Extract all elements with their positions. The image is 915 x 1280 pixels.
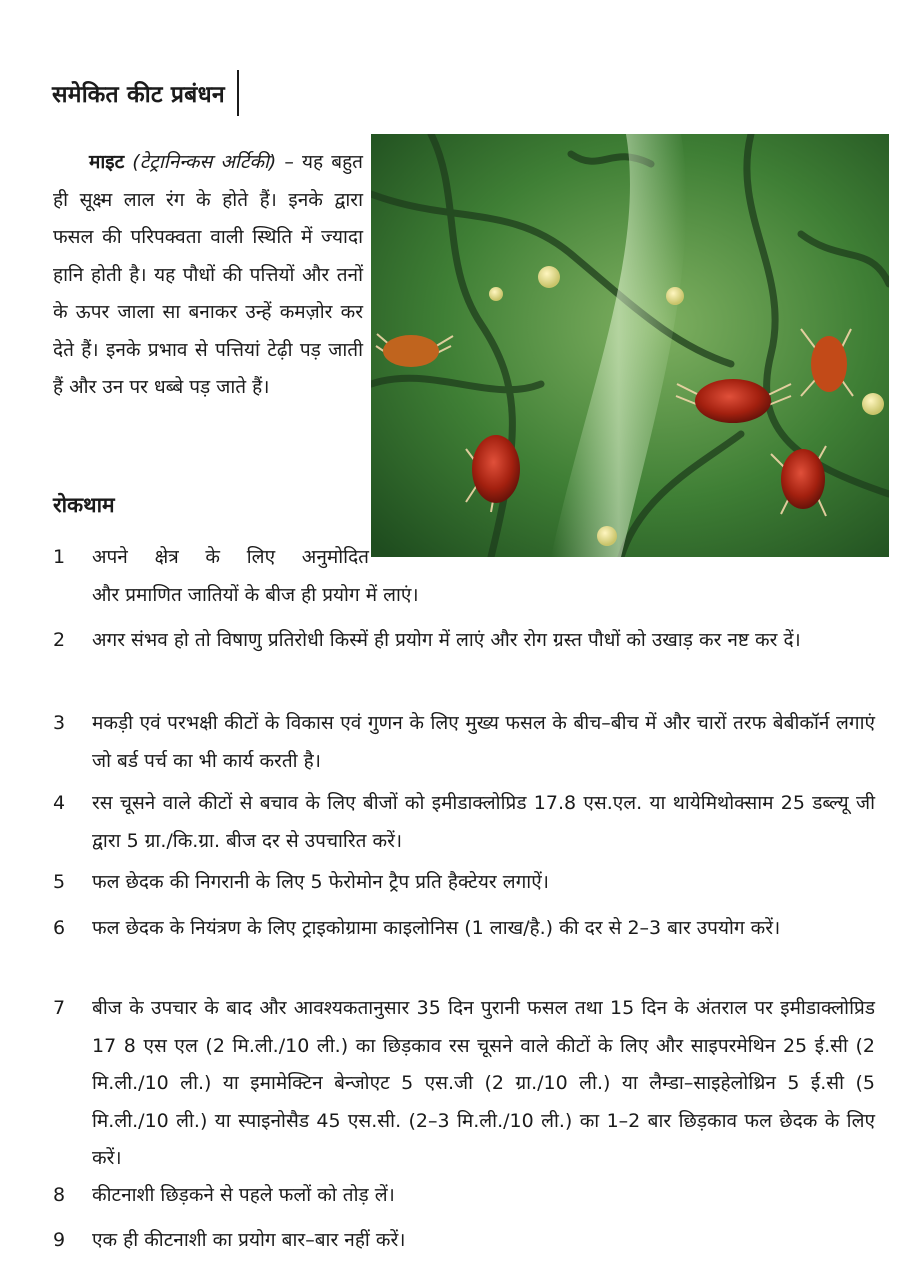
list-item-number: 4 <box>53 792 66 814</box>
list-item-number: 6 <box>53 917 66 939</box>
list-item-text: रस चूसने वाले कीटों से बचाव के लिए बीजों को इमीडाक्लोप्रिड 17.8 एस.एल. या थायेमिथोक्साम 25 डब्ल्यू जी द्वारा 5 ग्रा./कि.ग्रा. बीज दर से उपचारित करें। <box>92 792 875 852</box>
heading-block <box>52 68 239 118</box>
list-item-text: फल छेदक के नियंत्रण के लिए ट्राइकोग्रामा काइलोनिस (1 लाख/है.) की दर से 2–3 बार उपयोग करें। <box>92 917 781 939</box>
list-item-text: अपने क्षेत्र के लिए अनुमोदित <box>92 546 369 568</box>
list-item-text: फल छेदक की निगरानी के लिए 5 फेरोमोन ट्रैप प्रति हैक्टेयर लगाऐं। <box>92 871 549 893</box>
list-item-text: अगर संभव हो तो विषाणु प्रतिरोधी किस्में ही प्रयोग में लाएं और रोग ग्रस्त पौधों को उखाड़ कर नष्ट कर दें। <box>92 629 801 651</box>
control-section-title: रोकथाम <box>53 493 115 517</box>
page-heading: समेकित कीट प्रबंधन <box>52 82 225 108</box>
mite-scientific-name: (टेट्रानिन्कस अर्टिकी) <box>132 151 277 173</box>
mite-photo-icon <box>371 134 889 557</box>
mite-photo <box>371 134 889 557</box>
list-item-text: बीज के उपचार के बाद और आवश्यकतानुसार 35 दिन पुरानी फसल तथा 15 दिन के अंतराल पर इमीडाक्लोप्रिड 17 8 एस एल (2 मि.ली./10 ली.) का छिड़काव रस चूसने वाले कीटों के लिए और साइपरमेथिन 25 ई.सी (2 मि.ली./10 ली.) या इमामेक्टिन बेन्जोएट 5 एस.जी (2 ग्रा./10 ली.) या लैम्डा–साइहेलोथ्रिन 5 ई.सी (5 मि.ली./10 ली.) या स्पाइनोसैड 45 एस.सी. (2–3 मि.ली./10 ली.) का 1–2 बार छिड़काव फल छेदक के लिए करें। <box>92 997 875 1169</box>
list-item-number: 9 <box>53 1229 66 1251</box>
intro-lead <box>53 151 294 173</box>
list-item-number: 8 <box>53 1184 66 1206</box>
list-item-number: 7 <box>53 997 66 1019</box>
list-item-text: मकड़ी एवं परभक्षी कीटों के विकास एवं गुणन के लिए मुख्य फसल के बीच–बीच में और चारों तरफ बेबीकॉर्न लगाएं जो बर्ड पर्च का भी कार्य करती है। <box>92 712 875 772</box>
intro-paragraph <box>53 144 363 407</box>
list-item-number: 1 <box>53 546 66 568</box>
list-item-text: कीटनाशी छिड़कने से पहले फलों को तोड़ लें। <box>92 1184 395 1206</box>
list-item-text-continued: और प्रमाणित जातियों के बीज ही प्रयोग में लाएं। <box>92 583 419 606</box>
list-item-number: 2 <box>53 629 66 651</box>
mite-name: माइट <box>89 151 125 173</box>
intro-description: यह बहुत ही सूक्ष्म लाल रंग के होते हैं। इनके द्वारा फसल की परिपक्वता वाली स्थिति में ज्यादा हानि होती है। यह पौधों की पत्तियों और तनों के ऊपर जाला सा बनाकर उन्हें कमज़ोर कर देते हैं। इनके प्रभाव से पत्तियां टेढ़ी पड़ जाती हैं और उन पर धब्बे पड़ जाते हैं। <box>53 151 363 398</box>
list-item-number: 3 <box>53 712 66 734</box>
intro-dash: – <box>276 151 294 173</box>
heading-divider <box>237 70 239 116</box>
list-item-text: एक ही कीटनाशी का प्रयोग बार–बार नहीं करें। <box>92 1229 406 1251</box>
list-item-number: 5 <box>53 871 66 893</box>
